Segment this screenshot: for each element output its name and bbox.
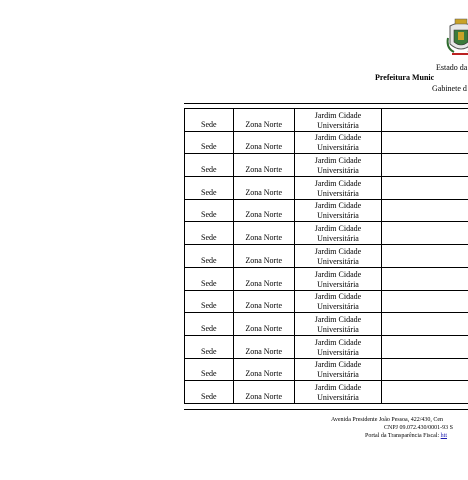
- neighborhood-cell: [294, 199, 382, 222]
- empty-cell: [382, 290, 468, 313]
- neighborhood-cell: [294, 222, 382, 245]
- empty-cell: [382, 222, 468, 245]
- unit-cell: Sede: [185, 381, 234, 404]
- empty-cell: [382, 177, 468, 200]
- header-prefecture: Prefeitura Munic: [375, 73, 435, 82]
- neighborhood-cell: [294, 358, 382, 381]
- footer-address: Avenida Presidente João Pessoa, 422/430, Cen: [331, 417, 444, 423]
- unit-cell: Sede: [185, 131, 234, 154]
- neighborhood-line-1: Jardim Cidade: [314, 292, 362, 302]
- neighborhood-line-2: Universitária: [317, 234, 359, 244]
- table-row: [185, 222, 468, 245]
- unit-cell: Sede: [185, 290, 234, 313]
- empty-cell: [382, 131, 468, 154]
- neighborhood-line-2: Universitária: [317, 370, 359, 380]
- neighborhood-line-2: Universitária: [317, 166, 359, 176]
- neighborhood-line-2: Universitária: [317, 324, 359, 334]
- table-row: [185, 109, 468, 132]
- table-row: [185, 381, 468, 404]
- footer-divider: [184, 409, 468, 410]
- zone-cell: Zona Norte: [233, 290, 294, 313]
- zone-cell: Zona Norte: [233, 335, 294, 358]
- empty-cell: [382, 358, 468, 381]
- header-cabinet: Gabinete d: [432, 84, 467, 93]
- unit-cell: Sede: [185, 222, 234, 245]
- zone-cell: Zona Norte: [233, 358, 294, 381]
- unit-cell: Sede: [185, 335, 234, 358]
- zone-cell: Zona Norte: [233, 313, 294, 336]
- neighborhood-line-2: Universitária: [317, 120, 359, 130]
- neighborhood-line-1: Jardim Cidade: [314, 156, 362, 166]
- header-state: Estado da: [436, 63, 468, 72]
- empty-cell: [382, 381, 468, 404]
- unit-cell: Sede: [185, 358, 234, 381]
- zone-cell: Zona Norte: [233, 154, 294, 177]
- neighborhood-line-1: Jardim Cidade: [314, 110, 362, 120]
- neighborhood-cell: [294, 335, 382, 358]
- unit-cell: Sede: [185, 313, 234, 336]
- unit-cell: Sede: [185, 177, 234, 200]
- zone-cell: Zona Norte: [233, 381, 294, 404]
- neighborhood-cell: [294, 177, 382, 200]
- neighborhood-cell: [294, 313, 382, 336]
- neighborhood-line-1: Jardim Cidade: [314, 201, 362, 211]
- neighborhood-cell: [294, 290, 382, 313]
- zone-cell: Zona Norte: [233, 199, 294, 222]
- zone-cell: Zona Norte: [233, 267, 294, 290]
- unit-cell: Sede: [185, 109, 234, 132]
- empty-cell: [382, 313, 468, 336]
- empty-cell: [382, 199, 468, 222]
- neighborhood-line-1: Jardim Cidade: [314, 246, 362, 256]
- header-divider: [184, 103, 468, 104]
- table-row: [185, 199, 468, 222]
- table-row: [185, 267, 468, 290]
- neighborhood-line-2: Universitária: [317, 211, 359, 221]
- neighborhood-line-2: Universitária: [317, 256, 359, 266]
- neighborhood-cell: [294, 131, 382, 154]
- table-row: [185, 131, 468, 154]
- footer-portal: [365, 432, 447, 440]
- zone-cell: Zona Norte: [233, 109, 294, 132]
- neighborhood-line-2: Universitária: [317, 143, 359, 153]
- neighborhood-line-1: Jardim Cidade: [314, 178, 362, 188]
- neighborhood-line-1: Jardim Cidade: [314, 360, 362, 370]
- neighborhood-line-1: Jardim Cidade: [314, 269, 362, 279]
- neighborhood-line-2: Universitária: [317, 279, 359, 289]
- footer-portal-label: Portal da Transparência Fiscal:: [365, 433, 440, 439]
- neighborhood-cell: [294, 109, 382, 132]
- empty-cell: [382, 154, 468, 177]
- neighborhood-line-2: Universitária: [317, 392, 359, 402]
- unit-cell: Sede: [185, 199, 234, 222]
- neighborhood-cell: [294, 267, 382, 290]
- table-row: [185, 313, 468, 336]
- neighborhood-line-1: Jardim Cidade: [314, 382, 362, 392]
- zone-cell: Zona Norte: [233, 222, 294, 245]
- unit-cell: Sede: [185, 245, 234, 268]
- empty-cell: [382, 335, 468, 358]
- unit-cell: Sede: [185, 154, 234, 177]
- empty-cell: [382, 245, 468, 268]
- table-row: [185, 245, 468, 268]
- empty-cell: [382, 109, 468, 132]
- table-row: [185, 358, 468, 381]
- neighborhood-cell: [294, 154, 382, 177]
- neighborhood-line-1: Jardim Cidade: [314, 133, 362, 143]
- unit-cell: Sede: [185, 267, 234, 290]
- table-row: [185, 335, 468, 358]
- neighborhood-line-2: Universitária: [317, 302, 359, 312]
- zone-cell: Zona Norte: [233, 131, 294, 154]
- neighborhood-cell: [294, 381, 382, 404]
- neighborhood-line-1: Jardim Cidade: [314, 337, 362, 347]
- neighborhood-line-2: Universitária: [317, 188, 359, 198]
- table-row: [185, 154, 468, 177]
- footer-portal-link[interactable]: htt: [440, 433, 447, 439]
- zone-cell: Zona Norte: [233, 245, 294, 268]
- neighborhood-cell: [294, 245, 382, 268]
- records-table: [184, 108, 468, 404]
- neighborhood-line-1: Jardim Cidade: [314, 224, 362, 234]
- footer-cnpj: CNPJ 09.072.430/0001-93 S: [384, 425, 454, 431]
- table-row: [185, 177, 468, 200]
- neighborhood-line-2: Universitária: [317, 347, 359, 357]
- zone-cell: Zona Norte: [233, 177, 294, 200]
- table-row: [185, 290, 468, 313]
- coat-of-arms-icon: [446, 18, 468, 58]
- neighborhood-line-1: Jardim Cidade: [314, 314, 362, 324]
- empty-cell: [382, 267, 468, 290]
